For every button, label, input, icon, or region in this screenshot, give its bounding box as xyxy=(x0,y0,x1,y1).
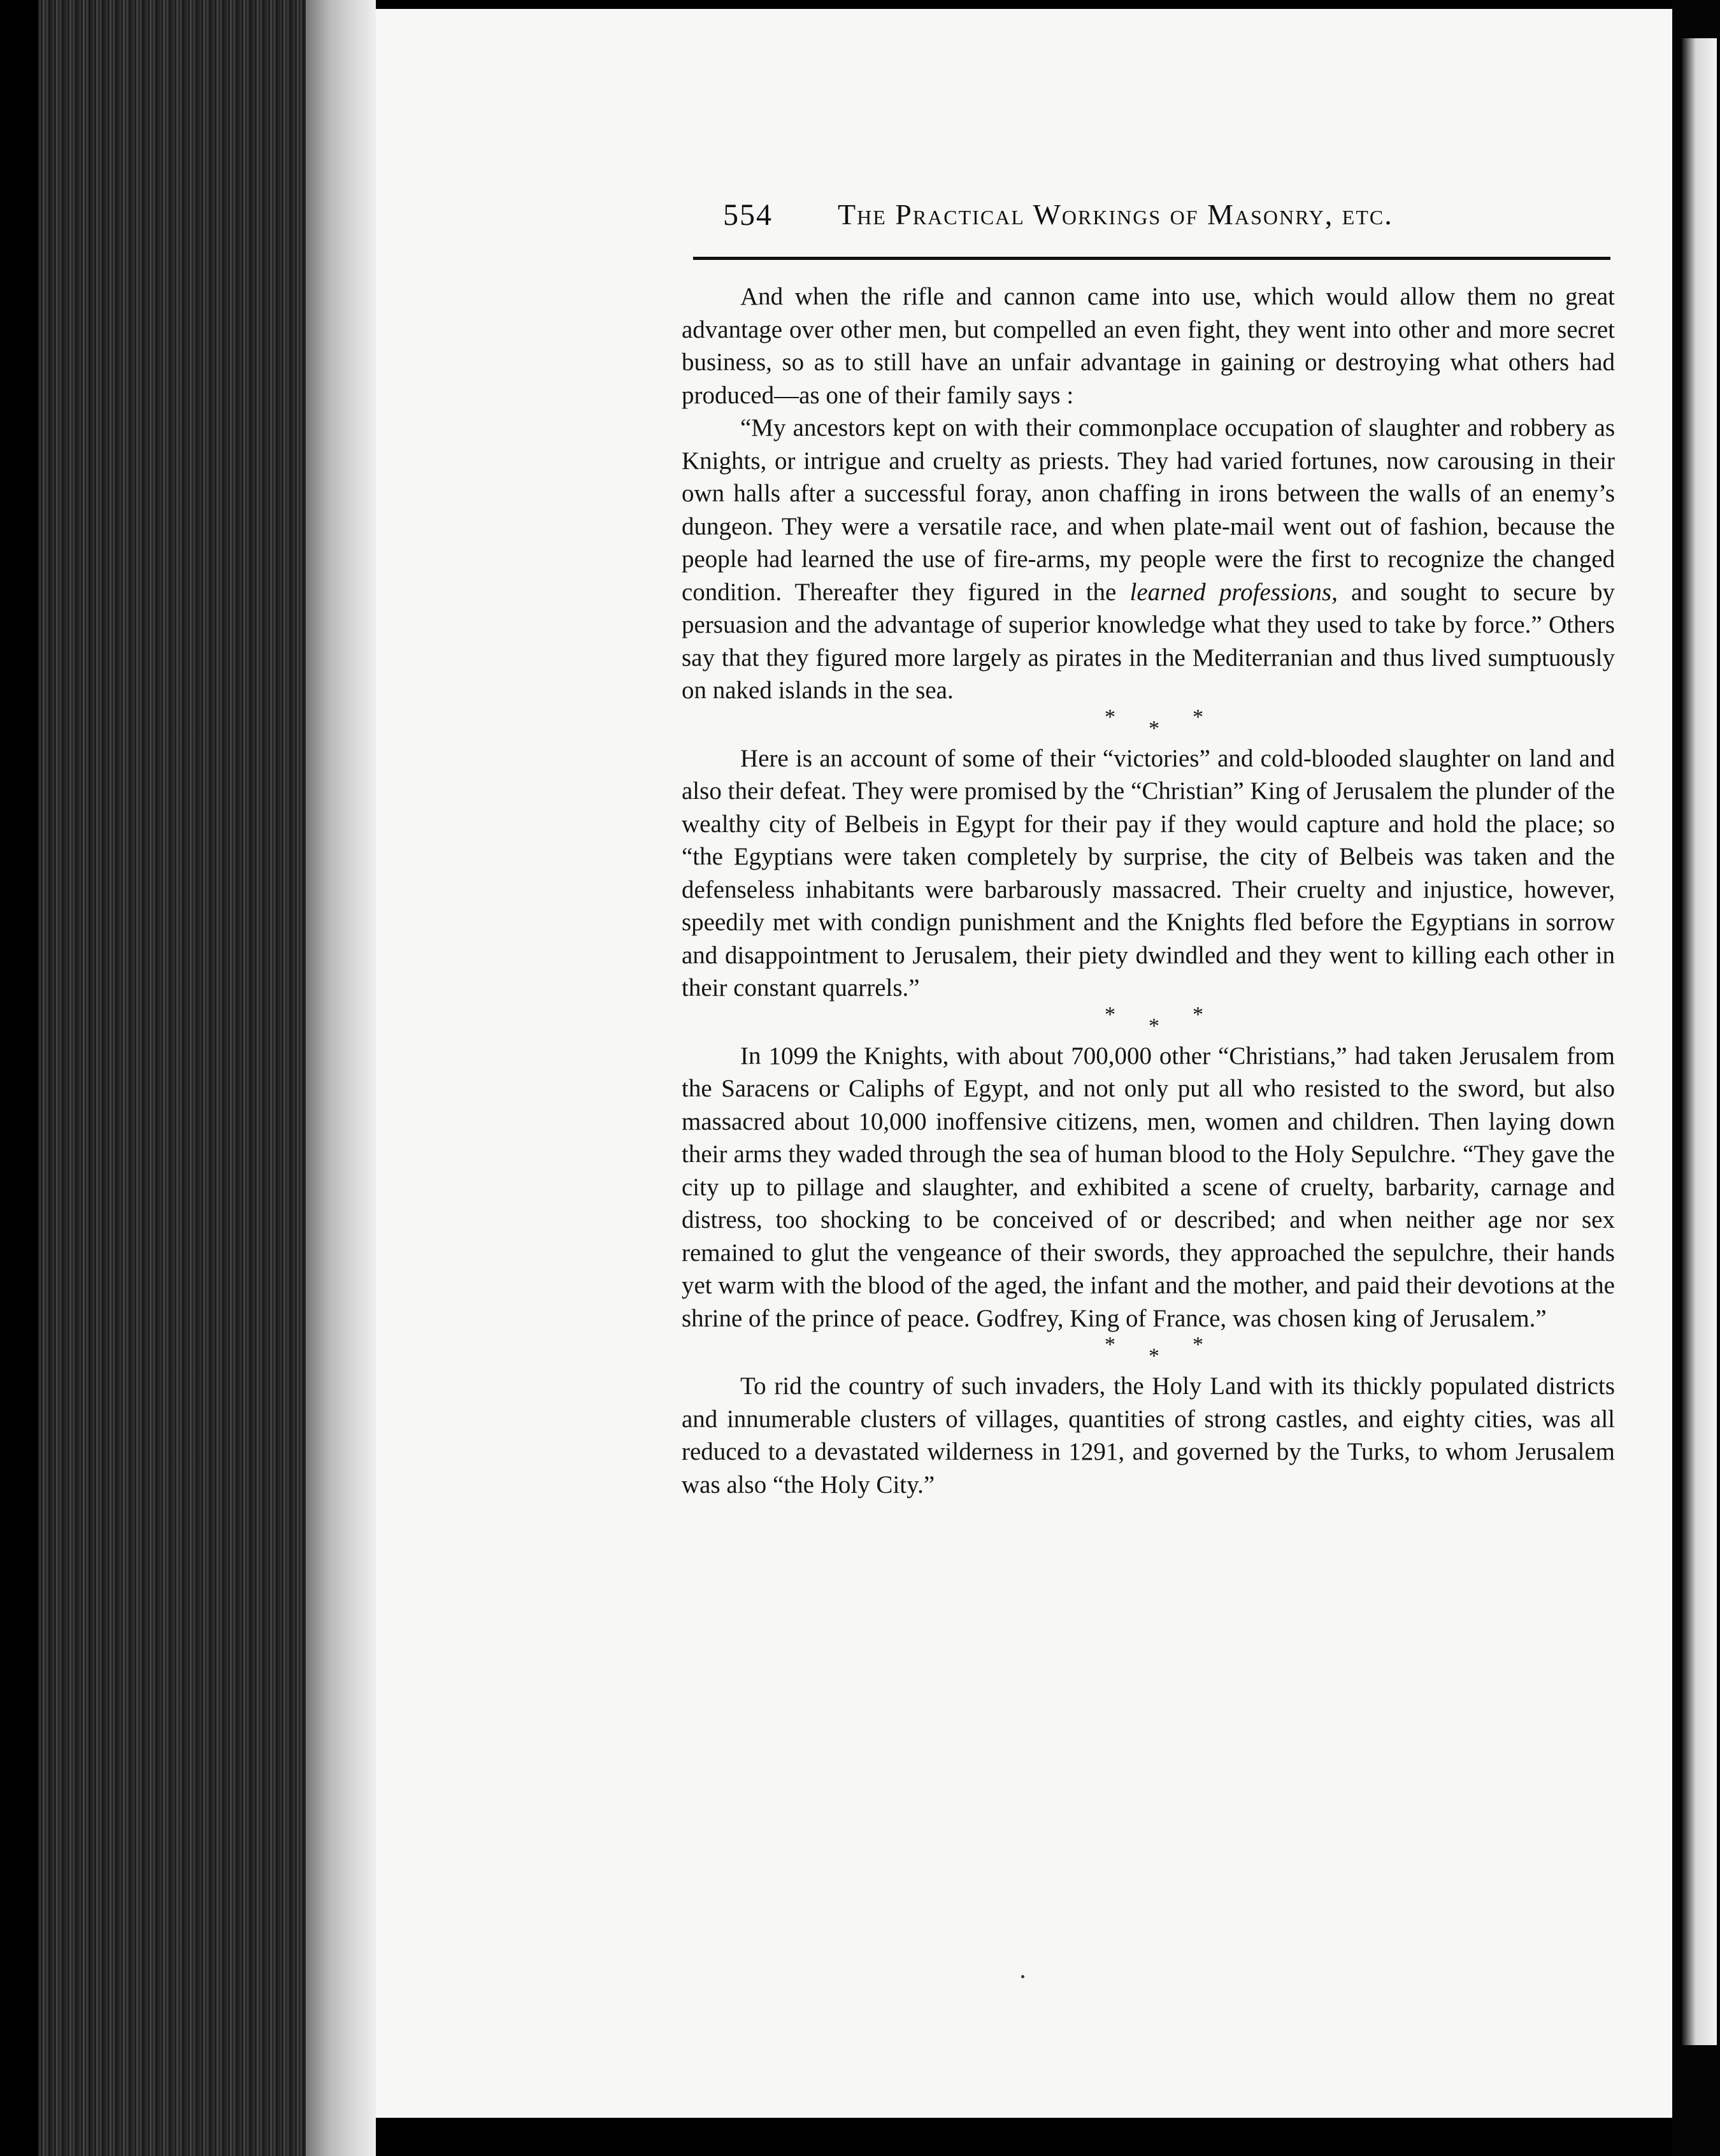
scan-speck xyxy=(1021,1975,1024,1978)
asterisk: * xyxy=(1105,1002,1149,1026)
paragraph-1: And when the rifle and cannon came into use, which would allow them no great advantage over other men, but compelled an even fight, they went into other and more secret business, so as to still have an unfair advantage in gaining or destroying what others had produced—as one of their family says : xyxy=(682,283,1615,409)
asterisk: * xyxy=(1193,1333,1236,1356)
section-break-3 xyxy=(682,1335,1615,1370)
section-break-1 xyxy=(682,707,1615,742)
asterisk: * xyxy=(1193,705,1236,729)
paragraph-2-italic: learned professions, xyxy=(1129,578,1338,606)
paragraph-4: In 1099 the Knights, with about 700,000 other “Christians,” had taken Jerusalem from the Saracens or Caliphs of Egypt, and not only put all who resisted to the sword, but also massacred about 10,000 inoffensive citizens, men, women and children. Then laying down their arms they waded through the sea of human blood to the Holy Sepulchre. “They gave the city up to pillage and slaughter, and exhibited a scene of cruelty, barbarity, carnage and distress, too shocking to be conceived of or described; and when neither age nor sex remained to glut the vengeance of their swords, they approached the sepulchre, their hands yet warm with the blood of the aged, the infant and the mother, and paid their devotions at the shrine of the prince of peace. Godfrey, King of France, was chosen king of Jerusalem.” xyxy=(682,1042,1615,1332)
paragraph-5: To rid the country of such invaders, the Holy Land with its thickly populated districts and innumerable clusters of villages, quantities of strong castles, and eighty cities, was all reduced to a devastated wilderness in 1291, and governed by the Turks, to whom Jerusalem was also “the Holy City.” xyxy=(682,1372,1615,1498)
header-rule xyxy=(693,257,1610,260)
page-number: 554 xyxy=(723,198,773,232)
section-break-2 xyxy=(682,1002,1615,1040)
page-header xyxy=(723,191,1621,261)
page-gutter-shadow xyxy=(306,0,376,2156)
paragraph-2-text: “My ancestors kept on with their commonplace occupation of slaughter and robbery as Knights, or intrigue and cruelty as priests. They had varied fortunes, now carousing in their own halls after a successful foray, anon chaffing in irons between the walls of an enemy’s dungeon. They were a versatile race, and when plate-mail went out of fashion, because the people had learned the use of fire-arms, my people were the first to recognize the changed condition. Thereafter they figured in the xyxy=(682,414,1615,606)
asterisk: * xyxy=(1149,1344,1193,1368)
running-title: The Practical Workings of Masonry, etc. xyxy=(838,198,1393,231)
body-text xyxy=(682,280,1615,1501)
paragraph-3: Here is an account of some of their “victories” and cold-blooded slaughter on land and also their defeat. They were promised by the “Christian” King of Jerusalem the plunder of the wealthy city of Belbeis in Egypt for their pay if they would capture and hold the place; so “the Egyptians were taken completely by surprise, the city of Belbeis was taken and the defenseless inhabitants were barbarously massacred. Their cruelty and injustice, however, speedily met with condign punishment and the Knights fled before the Egyptians in sorrow and disappointment to Jerusalem, their piety dwindled and they went to killing each other in their constant quarrels.” xyxy=(682,744,1615,1002)
asterisk: * xyxy=(1149,1014,1193,1038)
paragraph-2-quote xyxy=(682,412,1615,707)
asterisk: * xyxy=(1105,705,1149,729)
facing-page-edge xyxy=(1682,38,1717,2045)
asterisk: * xyxy=(1193,1002,1236,1026)
paragraph-2-text-end: and sought to secure by persuasion and the advantage of superior knowledge what they used to take by force.” Others say that they figured more largely as pirates in the Mediterranian and thus lived sumptuously on naked islands in the sea. xyxy=(682,578,1615,704)
asterisk: * xyxy=(1149,716,1193,740)
asterisk: * xyxy=(1105,1333,1149,1356)
